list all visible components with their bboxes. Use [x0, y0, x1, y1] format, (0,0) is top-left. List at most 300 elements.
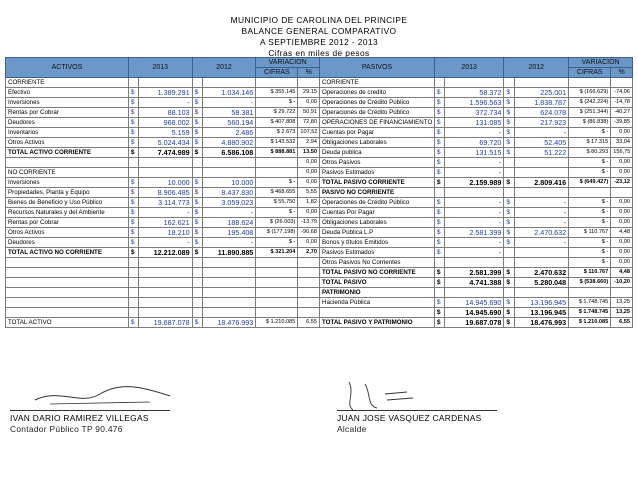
- balance-sheet: [5, 57, 633, 328]
- value-2013-activo: -: [139, 238, 192, 248]
- currency-2012-pasivo: $: [504, 298, 514, 308]
- pct-activo: 0,00: [298, 178, 320, 188]
- currency-2013-activo: $: [128, 88, 138, 98]
- variation-activo: [256, 258, 298, 268]
- row-label-pasivo: TOTAL PASIVO Y PATRIMONIO: [320, 318, 435, 328]
- variation-pasivo: $ -: [569, 128, 611, 138]
- currency-2012-pasivo: $: [504, 208, 514, 218]
- currency-2012-activo: $: [192, 138, 202, 148]
- value-2013-activo: [139, 308, 192, 318]
- pct-activo: [298, 298, 320, 308]
- currency-2012-pasivo: $: [504, 108, 514, 118]
- value-2012-activo: 10.000: [202, 178, 255, 188]
- value-2012-pasivo: 5.280.048: [514, 278, 569, 288]
- value-2013-activo: 3.114.773: [139, 198, 192, 208]
- value-2012-activo: 4.880.902: [202, 138, 255, 148]
- currency-2012-activo: $: [192, 318, 202, 328]
- value-2013-activo: 18.210: [139, 228, 192, 238]
- balance-rows: [6, 78, 633, 328]
- currency-2013-pasivo: $: [434, 128, 444, 138]
- variation-pasivo: [569, 188, 611, 198]
- value-2013-activo: 5.024.434: [139, 138, 192, 148]
- value-2013-pasivo: 1.596.563: [445, 98, 504, 108]
- pct-activo: 1,82: [298, 198, 320, 208]
- row-label-activo: Deudores: [6, 238, 129, 248]
- value-2012-activo: [202, 78, 255, 88]
- accountant-role: Contador Público TP 90.476: [10, 424, 123, 434]
- value-2013-activo: 8.906.485: [139, 188, 192, 198]
- table-row: [6, 268, 633, 278]
- table-row: [6, 168, 633, 178]
- header-cifras-left: CIFRAS: [256, 68, 298, 78]
- currency-2013-pasivo: $: [434, 88, 444, 98]
- currency-2012-pasivo: $: [504, 238, 514, 248]
- value-2013-pasivo: 2.581.399: [445, 228, 504, 238]
- currency-2012-pasivo: [504, 158, 514, 168]
- table-row: [6, 248, 633, 258]
- pct-pasivo: [611, 288, 633, 298]
- variation-activo: $ 407.808: [256, 118, 298, 128]
- value-2012-pasivo: -: [514, 198, 569, 208]
- variation-pasivo: $ 1.748.745: [569, 298, 611, 308]
- currency-2012-activo: $: [192, 108, 202, 118]
- pct-pasivo: 0,00: [611, 208, 633, 218]
- row-label-activo: [6, 268, 129, 278]
- currency-2012-activo: [192, 78, 202, 88]
- accountant-name: IVAN DARIO RAMIREZ VILLEGAS: [10, 413, 149, 423]
- value-2013-pasivo: 372.734: [445, 108, 504, 118]
- pct-pasivo: 0,00: [611, 248, 633, 258]
- currency-2013-pasivo: $: [434, 318, 444, 328]
- row-label-activo: Inversiones: [6, 98, 129, 108]
- currency-2013-activo: $: [128, 228, 138, 238]
- currency-2012-pasivo: $: [504, 278, 514, 288]
- pct-activo: 0,00: [298, 238, 320, 248]
- row-label-pasivo: Operaciones de credito: [320, 88, 435, 98]
- currency-2012-activo: $: [192, 188, 202, 198]
- currency-2012-activo: $: [192, 218, 202, 228]
- value-2013-pasivo: 14.945.690: [445, 308, 504, 318]
- variation-activo: [256, 268, 298, 278]
- pct-pasivo: [611, 188, 633, 198]
- currency-2013-pasivo: $: [434, 138, 444, 148]
- pct-activo: 50,91: [298, 108, 320, 118]
- row-label-pasivo: Operaciones de Crédito Público: [320, 108, 435, 118]
- table-row: [6, 88, 633, 98]
- value-2012-activo: 8.437.830: [202, 188, 255, 198]
- value-2013-activo: 1.389.291: [139, 88, 192, 98]
- row-label-pasivo: Operaciones de Crédito Público: [320, 198, 435, 208]
- report-title-balance: BALANCE GENERAL COMPARATIVO: [241, 26, 397, 36]
- variation-pasivo: [569, 78, 611, 88]
- value-2012-activo: 195.408: [202, 228, 255, 238]
- row-label-activo: [6, 298, 129, 308]
- value-2012-activo: 6.586.108: [202, 148, 255, 158]
- value-2013-pasivo: 14.945.690: [445, 298, 504, 308]
- value-2013-activo: [139, 168, 192, 178]
- value-2013-pasivo: [445, 188, 504, 198]
- variation-activo: $ 321.204: [256, 248, 298, 258]
- row-label-pasivo: Otros Pasivos No Corrientes: [320, 258, 435, 268]
- signature-block-mayor: [337, 380, 567, 435]
- value-2012-pasivo: 624.078: [514, 108, 569, 118]
- variation-activo: [256, 278, 298, 288]
- table-row: [6, 238, 633, 248]
- value-2012-pasivo: -: [514, 218, 569, 228]
- currency-2012-activo: $: [192, 208, 202, 218]
- value-2012-pasivo: 51.222: [514, 148, 569, 158]
- pct-activo: [298, 308, 320, 318]
- value-2012-activo: -: [202, 238, 255, 248]
- row-label-pasivo: Cuentas por Pagar: [320, 128, 435, 138]
- row-label-activo: [6, 308, 129, 318]
- currency-2012-pasivo: $: [504, 128, 514, 138]
- currency-2012-pasivo: $: [504, 98, 514, 108]
- pct-pasivo: -74,06: [611, 88, 633, 98]
- header-2012-left: 2012: [192, 58, 256, 78]
- table-row: [6, 188, 633, 198]
- row-label-activo: [6, 258, 129, 268]
- currency-2012-activo: $: [192, 228, 202, 238]
- variation-activo: $ (26.003): [256, 218, 298, 228]
- currency-2012-pasivo: [504, 78, 514, 88]
- currency-2012-activo: $: [192, 248, 202, 258]
- currency-2013-activo: $: [128, 98, 138, 108]
- currency-2013-pasivo: $: [434, 248, 444, 258]
- currency-2013-activo: [128, 288, 138, 298]
- value-2013-activo: 12.212.089: [139, 248, 192, 258]
- value-2012-activo: 2.486: [202, 128, 255, 138]
- currency-2013-activo: $: [128, 138, 138, 148]
- row-label-pasivo: Cuentas Por Pagar: [320, 208, 435, 218]
- currency-2012-pasivo: [504, 188, 514, 198]
- variation-pasivo: $ (86.838): [569, 118, 611, 128]
- pct-pasivo: 13,25: [611, 298, 633, 308]
- value-2013-pasivo: 2.159.989: [445, 178, 504, 188]
- value-2013-pasivo: -: [445, 208, 504, 218]
- row-label-pasivo: Bonos y títulos Emitidos: [320, 238, 435, 248]
- value-2012-pasivo: 13.196.945: [514, 308, 569, 318]
- value-2012-activo: [202, 168, 255, 178]
- pct-pasivo: 0,00: [611, 238, 633, 248]
- variation-pasivo: $ 110.767: [569, 228, 611, 238]
- variation-pasivo: $ -: [569, 248, 611, 258]
- variation-pasivo: $ 17.315: [569, 138, 611, 148]
- value-2013-activo: [139, 158, 192, 168]
- header-pct-left: %: [298, 68, 320, 78]
- report-title-municipality: MUNICIPIO DE CAROLINA DEL PRINCIPE: [230, 15, 408, 25]
- value-2012-activo: 1.034.146: [202, 88, 255, 98]
- value-2013-activo: -: [139, 98, 192, 108]
- currency-2013-activo: $: [128, 178, 138, 188]
- currency-2013-pasivo: $: [434, 308, 444, 318]
- variation-activo: $ (177.198): [256, 228, 298, 238]
- currency-2013-pasivo: $: [434, 98, 444, 108]
- pct-activo: 0,00: [298, 168, 320, 178]
- table-row: [6, 308, 633, 318]
- table-row: [6, 288, 633, 298]
- row-label-activo: Recursos Naturales y del Ambiente: [6, 208, 129, 218]
- pct-activo: 2,70: [298, 248, 320, 258]
- row-label-activo: TOTAL ACTIVO CORRIENTE: [6, 148, 129, 158]
- pct-pasivo: 0,00: [611, 158, 633, 168]
- currency-2013-activo: $: [128, 318, 138, 328]
- variation-activo: $ 355.145: [256, 88, 298, 98]
- currency-2012-activo: [192, 158, 202, 168]
- value-2012-activo: 18.476.993: [202, 318, 255, 328]
- currency-2013-activo: [128, 308, 138, 318]
- pct-activo: 5,55: [298, 188, 320, 198]
- currency-2013-activo: $: [128, 208, 138, 218]
- currency-2012-pasivo: $: [504, 88, 514, 98]
- row-label-pasivo: TOTAL PASIVO CORRIENTE: [320, 178, 435, 188]
- currency-2012-activo: $: [192, 98, 202, 108]
- currency-2013-activo: $: [128, 108, 138, 118]
- row-label-activo: [6, 288, 129, 298]
- currency-2013-pasivo: $: [434, 168, 444, 178]
- row-label-pasivo: PASIVO NO CORRIENTE: [320, 188, 435, 198]
- pct-pasivo: 156,75: [611, 148, 633, 158]
- table-row: [6, 108, 633, 118]
- currency-2013-activo: $: [128, 218, 138, 228]
- currency-2012-pasivo: $: [504, 118, 514, 128]
- currency-2012-pasivo: $: [504, 318, 514, 328]
- currency-2013-activo: [128, 258, 138, 268]
- row-label-activo: NO CORRIENTE: [6, 168, 129, 178]
- variation-pasivo: $ -: [569, 158, 611, 168]
- currency-2012-activo: [192, 268, 202, 278]
- currency-2012-pasivo: $: [504, 138, 514, 148]
- value-2012-pasivo: [514, 288, 569, 298]
- currency-2013-activo: [128, 298, 138, 308]
- value-2012-pasivo: 2.809.416: [514, 178, 569, 188]
- value-2012-activo: [202, 268, 255, 278]
- currency-2012-activo: [192, 278, 202, 288]
- variation-activo: $ -: [256, 208, 298, 218]
- currency-2013-pasivo: $: [434, 198, 444, 208]
- value-2012-pasivo: [514, 168, 569, 178]
- variation-activo: $ 2.673: [256, 128, 298, 138]
- currency-2013-pasivo: [434, 288, 444, 298]
- value-2013-activo: 19.687.078: [139, 318, 192, 328]
- value-2013-activo: [139, 298, 192, 308]
- value-2012-pasivo: 18.476.993: [514, 318, 569, 328]
- header-2013-left: 2013: [128, 58, 192, 78]
- row-label-activo: Efectivo: [6, 88, 129, 98]
- value-2013-pasivo: 19.687.078: [445, 318, 504, 328]
- currency-2012-activo: [192, 308, 202, 318]
- value-2012-pasivo: [514, 78, 569, 88]
- pct-pasivo: 33,04: [611, 138, 633, 148]
- value-2013-pasivo: [445, 78, 504, 88]
- currency-2012-activo: [192, 288, 202, 298]
- pct-activo: -13,79: [298, 218, 320, 228]
- currency-2013-pasivo: [434, 258, 444, 268]
- header-pct-right: %: [611, 68, 633, 78]
- currency-2012-pasivo: $: [504, 228, 514, 238]
- pct-pasivo: 6,55: [611, 318, 633, 328]
- row-label-activo: Rentas por Cobrar: [6, 108, 129, 118]
- header-2013-right: 2013: [434, 58, 503, 78]
- value-2013-pasivo: -: [445, 238, 504, 248]
- currency-2013-activo: [128, 268, 138, 278]
- row-label-activo: [6, 158, 129, 168]
- header-variacion-right: VARIACIÓN: [569, 58, 633, 68]
- report-title-period: A SEPTIEMBRE 2012 - 2013: [259, 37, 379, 47]
- value-2013-pasivo: 2.581.399: [445, 268, 504, 278]
- pct-pasivo: -40,27: [611, 108, 633, 118]
- currency-2013-pasivo: $: [434, 108, 444, 118]
- row-label-activo: Deudores: [6, 118, 129, 128]
- pct-activo: 13,50: [298, 148, 320, 158]
- variation-pasivo: [569, 288, 611, 298]
- table-row: [6, 158, 633, 168]
- pct-pasivo: 0,00: [611, 218, 633, 228]
- value-2013-pasivo: 131.515: [445, 148, 504, 158]
- table-row: [6, 98, 633, 108]
- pct-pasivo: 0,00: [611, 128, 633, 138]
- currency-2012-pasivo: [504, 288, 514, 298]
- value-2013-pasivo: 58.372: [445, 88, 504, 98]
- value-2012-pasivo: 217.923: [514, 118, 569, 128]
- currency-2013-activo: $: [128, 198, 138, 208]
- pct-pasivo: 0,00: [611, 258, 633, 268]
- variation-pasivo: $ (251.344): [569, 108, 611, 118]
- currency-2012-activo: [192, 168, 202, 178]
- currency-2013-pasivo: $: [434, 298, 444, 308]
- pct-activo: [298, 78, 320, 88]
- variation-activo: $ -: [256, 98, 298, 108]
- pct-activo: 0,00: [298, 98, 320, 108]
- value-2013-pasivo: [445, 258, 504, 268]
- value-2012-activo: -: [202, 98, 255, 108]
- currency-2013-pasivo: $: [434, 178, 444, 188]
- pct-pasivo: 4,48: [611, 228, 633, 238]
- table-row: [6, 208, 633, 218]
- variation-activo: $ 1.210.085: [256, 318, 298, 328]
- pct-activo: -90,68: [298, 228, 320, 238]
- mayor-role: Alcalde: [337, 424, 367, 434]
- variation-pasivo: $ (649.427): [569, 178, 611, 188]
- header-cifras-right: CIFRAS: [569, 68, 611, 78]
- value-2013-activo: 968.002: [139, 118, 192, 128]
- currency-2013-activo: $: [128, 128, 138, 138]
- currency-2013-activo: $: [128, 188, 138, 198]
- currency-2012-pasivo: $: [504, 178, 514, 188]
- pct-pasivo: 13,25: [611, 308, 633, 318]
- value-2012-activo: 560.194: [202, 118, 255, 128]
- row-label-activo: Inversiones: [6, 178, 129, 188]
- currency-2012-activo: [192, 258, 202, 268]
- value-2012-pasivo: -: [514, 128, 569, 138]
- pct-activo: 2,94: [298, 138, 320, 148]
- table-row: [6, 218, 633, 228]
- table-row: [6, 78, 633, 88]
- value-2013-pasivo: -: [445, 158, 504, 168]
- value-2012-activo: [202, 278, 255, 288]
- currency-2012-activo: $: [192, 118, 202, 128]
- value-2012-pasivo: [514, 248, 569, 258]
- currency-2012-pasivo: $: [504, 148, 514, 158]
- row-label-activo: Inventarios: [6, 128, 129, 138]
- signature-mayor-image: [337, 380, 487, 410]
- value-2012-pasivo: [514, 188, 569, 198]
- table-row: [6, 278, 633, 288]
- variation-pasivo: $ (166.629): [569, 88, 611, 98]
- variation-activo: $ -: [256, 238, 298, 248]
- variation-activo: [256, 168, 298, 178]
- currency-2013-pasivo: $: [434, 148, 444, 158]
- currency-2012-pasivo: $: [504, 308, 514, 318]
- currency-2013-pasivo: $: [434, 228, 444, 238]
- table-row: [6, 118, 633, 128]
- variation-pasivo: $ 110.767: [569, 268, 611, 278]
- row-label-pasivo: TOTAL PASIVO: [320, 278, 435, 288]
- row-label-activo: TOTAL ACTIVO: [6, 318, 129, 328]
- value-2012-activo: 188.624: [202, 218, 255, 228]
- row-label-pasivo: Deuda publica: [320, 148, 435, 158]
- currency-2013-pasivo: $: [434, 218, 444, 228]
- currency-2013-pasivo: $: [434, 158, 444, 168]
- pct-activo: [298, 278, 320, 288]
- signature-line-left: [10, 410, 170, 411]
- table-row: [6, 318, 633, 328]
- table-row: [6, 228, 633, 238]
- variation-pasivo: $ (242.224): [569, 98, 611, 108]
- value-2013-activo: 162.621: [139, 218, 192, 228]
- row-label-activo: Otros Activos: [6, 138, 129, 148]
- row-label-activo: TOTAL ACTIVO NO CORRIENTE: [6, 248, 129, 258]
- pct-activo: 72,80: [298, 118, 320, 128]
- value-2012-activo: 3.059.023: [202, 198, 255, 208]
- table-row: [6, 258, 633, 268]
- pct-pasivo: -10,20: [611, 278, 633, 288]
- currency-2012-activo: $: [192, 128, 202, 138]
- value-2012-activo: 58.381: [202, 108, 255, 118]
- value-2012-pasivo: 13.196.945: [514, 298, 569, 308]
- variation-pasivo: $ -: [569, 168, 611, 178]
- currency-2012-activo: $: [192, 238, 202, 248]
- value-2012-activo: [202, 288, 255, 298]
- currency-2013-activo: [128, 158, 138, 168]
- pct-activo: 0,00: [298, 158, 320, 168]
- currency-2013-pasivo: $: [434, 278, 444, 288]
- mayor-name: JUAN JOSE VASQUEZ CARDENAS: [337, 413, 482, 423]
- row-label-activo: Propiedades, Planta y Equipo: [6, 188, 129, 198]
- currency-2013-pasivo: $: [434, 238, 444, 248]
- currency-2013-activo: [128, 78, 138, 88]
- value-2012-pasivo: 2.470.632: [514, 228, 569, 238]
- variation-activo: $ 143.532: [256, 138, 298, 148]
- row-label-pasivo: PATRIMONIO: [320, 288, 435, 298]
- currency-2012-activo: $: [192, 178, 202, 188]
- value-2013-activo: 7.474.989: [139, 148, 192, 158]
- pct-pasivo: 0,00: [611, 168, 633, 178]
- row-label-activo: Otros Activos: [6, 228, 129, 238]
- table-row: [6, 138, 633, 148]
- table-row: [6, 128, 633, 138]
- value-2013-activo: 10.000: [139, 178, 192, 188]
- signature-line-right: [337, 410, 497, 411]
- pct-activo: [298, 268, 320, 278]
- value-2012-pasivo: 2.470.632: [514, 268, 569, 278]
- row-label-activo: [6, 278, 129, 288]
- variation-activo: [256, 308, 298, 318]
- value-2013-activo: [139, 78, 192, 88]
- value-2013-pasivo: -: [445, 168, 504, 178]
- currency-2012-activo: $: [192, 198, 202, 208]
- value-2013-pasivo: -: [445, 218, 504, 228]
